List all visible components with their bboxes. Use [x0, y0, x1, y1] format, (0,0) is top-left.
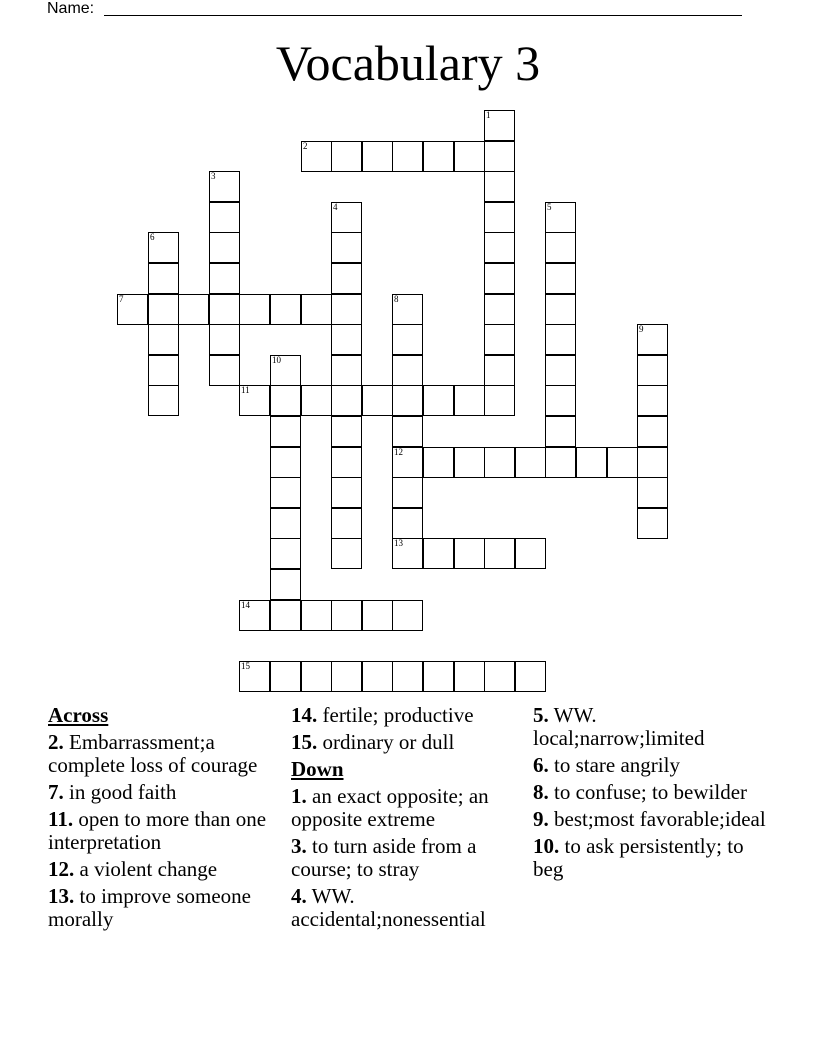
clue-num: 11.: [48, 807, 74, 831]
crossword-cell[interactable]: [392, 141, 423, 172]
crossword-cell[interactable]: [484, 294, 515, 325]
crossword-cell[interactable]: [331, 447, 362, 478]
crossword-cell[interactable]: [637, 355, 668, 386]
crossword-cell[interactable]: [331, 538, 362, 569]
clue-num: 2.: [48, 730, 64, 754]
crossword-cell[interactable]: [392, 324, 423, 355]
crossword-cell[interactable]: [515, 538, 546, 569]
clue-text: WW. accidental;nonessential: [291, 884, 486, 931]
crossword-cell[interactable]: [270, 538, 301, 569]
crossword-cell[interactable]: [392, 508, 423, 539]
crossword-cell[interactable]: [331, 416, 362, 447]
crossword-cell[interactable]: [331, 508, 362, 539]
crossword-cell[interactable]: [331, 477, 362, 508]
clue-text: open to more than one interpretation: [48, 807, 267, 854]
crossword-cell[interactable]: [484, 385, 515, 416]
clue-num: 5.: [533, 703, 549, 727]
crossword-cell[interactable]: [637, 447, 668, 478]
clue-num: 13.: [48, 884, 75, 908]
clue-num: 4.: [291, 884, 307, 908]
page-title: Vocabulary 3: [275, 35, 541, 91]
clue-num: 15.: [291, 730, 318, 754]
clue-text: Embarrassment;a complete loss of courage: [48, 730, 258, 777]
clue-num: 1.: [291, 784, 307, 808]
crossword-cell[interactable]: [454, 661, 485, 692]
crossword-cell[interactable]: [270, 661, 301, 692]
crossword-cell[interactable]: [637, 477, 668, 508]
clue-number: 15: [241, 661, 250, 671]
crossword-cell[interactable]: [270, 385, 301, 416]
crossword-cell[interactable]: [392, 385, 423, 416]
crossword-cell[interactable]: [270, 508, 301, 539]
crossword-cell[interactable]: [545, 202, 576, 233]
clue-number: 8: [394, 294, 399, 304]
down-clue-list-continued: [533, 704, 773, 881]
crossword-cell[interactable]: [148, 385, 179, 416]
crossword-cell[interactable]: [331, 355, 362, 386]
name-label: Name:: [47, 0, 95, 17]
crossword-cell[interactable]: [331, 324, 362, 355]
clues-column-1: [48, 704, 280, 935]
crossword-cell[interactable]: [515, 447, 546, 478]
clue-text: to improve someone morally: [48, 884, 251, 931]
down-clue-list: [291, 785, 523, 931]
crossword-cell[interactable]: [637, 416, 668, 447]
clue-number: 9: [639, 324, 644, 334]
crossword-cell[interactable]: [637, 385, 668, 416]
clue-text: in good faith: [69, 780, 177, 804]
across-clue: [48, 808, 280, 854]
crossword-cell[interactable]: [209, 324, 240, 355]
crossword-cell[interactable]: [423, 538, 454, 569]
clue-num: 12.: [48, 857, 75, 881]
crossword-cell[interactable]: [545, 294, 576, 325]
crossword-cell[interactable]: [331, 263, 362, 294]
crossword-cell[interactable]: [117, 294, 148, 325]
crossword-cell[interactable]: [454, 447, 485, 478]
clue-text: WW. local;narrow;limited: [533, 703, 705, 750]
clue-number: 4: [333, 202, 338, 212]
crossword-cell[interactable]: [423, 385, 454, 416]
crossword-cell[interactable]: [148, 232, 179, 263]
clue-number: 14: [241, 600, 250, 610]
clue-text: fertile; productive: [322, 703, 474, 727]
crossword-cell[interactable]: [392, 477, 423, 508]
crossword-cell[interactable]: [484, 447, 515, 478]
crossword-cell[interactable]: [178, 294, 209, 325]
crossword-cell[interactable]: [239, 661, 270, 692]
clue-text: to confuse; to bewilder: [554, 780, 748, 804]
down-clue: [291, 785, 523, 831]
crossword-cell[interactable]: [270, 416, 301, 447]
across-clue: [48, 781, 280, 804]
down-clue: [291, 835, 523, 881]
clue-number: 6: [150, 232, 155, 242]
across-clue: [291, 731, 523, 754]
crossword-cell[interactable]: [545, 355, 576, 386]
crossword-cell[interactable]: [301, 600, 332, 631]
clue-text: to turn aside from a course; to stray: [291, 834, 477, 881]
crossword-cell[interactable]: [392, 416, 423, 447]
crossword-cell[interactable]: [484, 141, 515, 172]
crossword-cell[interactable]: [270, 569, 301, 600]
crossword-cell[interactable]: [270, 600, 301, 631]
down-clue: [533, 781, 773, 804]
crossword-cell[interactable]: [637, 508, 668, 539]
down-heading: Down: [291, 757, 344, 781]
crossword-cell[interactable]: [270, 477, 301, 508]
clue-number: 3: [211, 171, 216, 181]
clue-num: 9.: [533, 807, 549, 831]
clue-text: an exact opposite; an opposite extreme: [291, 784, 489, 831]
crossword-cell[interactable]: [545, 385, 576, 416]
crossword-cell[interactable]: [454, 538, 485, 569]
crossword-cell[interactable]: [239, 600, 270, 631]
crossword-cell[interactable]: [576, 447, 607, 478]
across-clue-list: [48, 731, 280, 931]
crossword-cell[interactable]: [454, 141, 485, 172]
down-clue: [533, 704, 773, 750]
crossword-cell[interactable]: [545, 324, 576, 355]
down-clue: [533, 808, 773, 831]
crossword-cell[interactable]: [331, 385, 362, 416]
clue-text: a violent change: [79, 857, 218, 881]
across-clue: [48, 885, 280, 931]
crossword-cell[interactable]: [484, 110, 515, 141]
clue-number: 12: [394, 447, 403, 457]
crossword-cell[interactable]: [362, 141, 393, 172]
crossword-cell[interactable]: [331, 661, 362, 692]
crossword-cell[interactable]: [301, 294, 332, 325]
crossword-cell[interactable]: [209, 232, 240, 263]
clue-text: best;most favorable;ideal: [554, 807, 766, 831]
crossword-cell[interactable]: [392, 661, 423, 692]
crossword-cell[interactable]: [209, 355, 240, 386]
clue-num: 8.: [533, 780, 549, 804]
crossword-cell[interactable]: [545, 232, 576, 263]
across-clue: [48, 731, 280, 777]
clue-num: 6.: [533, 753, 549, 777]
clue-num: 7.: [48, 780, 64, 804]
crossword-cell[interactable]: [301, 661, 332, 692]
crossword-cell[interactable]: [331, 294, 362, 325]
crossword-cell[interactable]: [392, 294, 423, 325]
crossword-cell[interactable]: [209, 263, 240, 294]
crossword-cell[interactable]: [607, 447, 638, 478]
crossword-cell[interactable]: [484, 324, 515, 355]
across-clue: [48, 858, 280, 881]
clues-column-3: [533, 704, 773, 885]
crossword-cell[interactable]: [392, 600, 423, 631]
crossword-cell[interactable]: [331, 600, 362, 631]
crossword-cell[interactable]: [331, 232, 362, 263]
crossword-cell[interactable]: [484, 661, 515, 692]
crossword-cell[interactable]: [545, 447, 576, 478]
crossword-cell[interactable]: [545, 416, 576, 447]
crossword-cell[interactable]: [362, 385, 393, 416]
down-clue: [291, 885, 523, 931]
across-clue: [291, 704, 523, 727]
crossword-cell[interactable]: [484, 202, 515, 233]
crossword-cell[interactable]: [423, 447, 454, 478]
crossword-cell[interactable]: [484, 355, 515, 386]
crossword-cell[interactable]: [148, 263, 179, 294]
across-heading: Across: [48, 703, 109, 727]
crossword-cell[interactable]: [209, 171, 240, 202]
crossword-cell[interactable]: [209, 294, 240, 325]
clue-num: 14.: [291, 703, 318, 727]
crossword-cell[interactable]: [484, 171, 515, 202]
down-clue: [533, 835, 773, 881]
clue-text: to ask persistently; to beg: [533, 834, 744, 881]
crossword-cell[interactable]: [148, 355, 179, 386]
crossword-cell[interactable]: [239, 294, 270, 325]
across-clue-list-continued: [291, 704, 523, 754]
clue-number: 7: [119, 294, 124, 304]
crossword-cell[interactable]: [148, 324, 179, 355]
clues-column-2: [291, 704, 523, 935]
crossword-cell[interactable]: [331, 141, 362, 172]
clue-text: to stare angrily: [554, 753, 680, 777]
clue-num: 3.: [291, 834, 307, 858]
crossword-cell[interactable]: [209, 202, 240, 233]
crossword-cell[interactable]: [392, 355, 423, 386]
crossword-cell[interactable]: [545, 263, 576, 294]
clue-num: 10.: [533, 834, 560, 858]
crossword-cell[interactable]: [239, 385, 270, 416]
clue-number: 1: [486, 110, 491, 120]
crossword-cell[interactable]: [301, 141, 332, 172]
crossword-cell[interactable]: [637, 324, 668, 355]
crossword-cell[interactable]: [362, 600, 393, 631]
crossword-cell[interactable]: [392, 538, 423, 569]
crossword-cell[interactable]: [392, 447, 423, 478]
crossword-cell[interactable]: [423, 141, 454, 172]
clue-text: ordinary or dull: [322, 730, 455, 754]
crossword-cell[interactable]: [270, 294, 301, 325]
crossword-cell[interactable]: [423, 661, 454, 692]
down-clue: [533, 754, 773, 777]
clue-number: 10: [272, 355, 281, 365]
crossword-cell[interactable]: [515, 661, 546, 692]
crossword-cell[interactable]: [270, 447, 301, 478]
crossword-cell[interactable]: [270, 355, 301, 386]
crossword-cell[interactable]: [362, 661, 393, 692]
clue-number: 11: [241, 385, 250, 395]
crossword-cell[interactable]: [454, 385, 485, 416]
crossword-cell[interactable]: [484, 538, 515, 569]
clue-number: 5: [547, 202, 552, 212]
crossword-cell[interactable]: [484, 263, 515, 294]
clue-number: 2: [303, 141, 308, 151]
crossword-cell[interactable]: [148, 294, 179, 325]
crossword-cell[interactable]: [331, 202, 362, 233]
crossword-cell[interactable]: [484, 232, 515, 263]
crossword-cell[interactable]: [301, 385, 332, 416]
clue-number: 13: [394, 538, 403, 548]
